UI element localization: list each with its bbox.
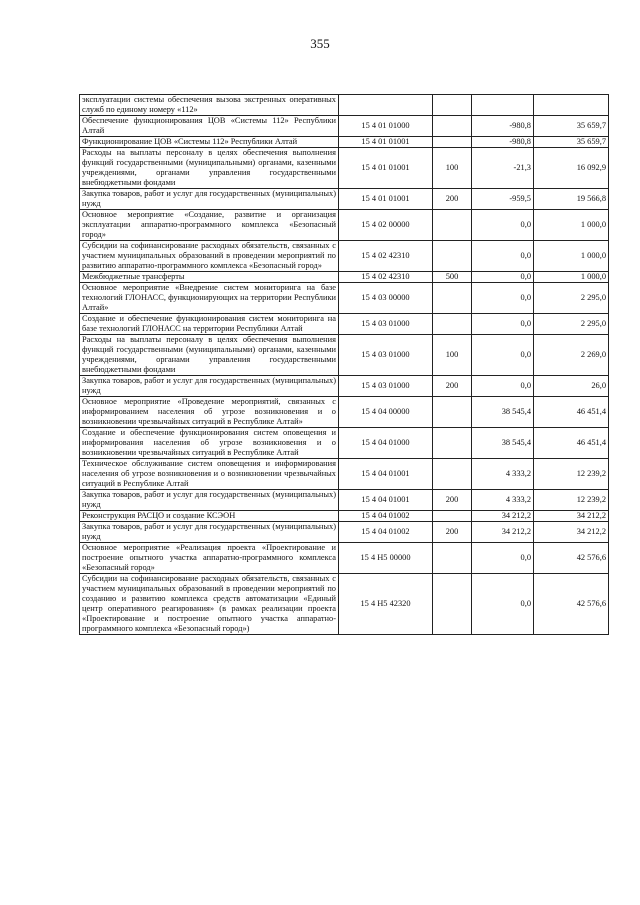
row-code-cell: 15 4 02 00000 (339, 210, 433, 241)
row-code-cell: 15 4 04 01000 (339, 428, 433, 459)
table-row (80, 574, 609, 635)
row-change-amount-cell: -21,3 (472, 148, 534, 189)
row-expense-type-cell (433, 397, 472, 428)
row-code-cell: 15 4 04 01002 (339, 511, 433, 522)
row-expense-type-cell (433, 210, 472, 241)
row-total-amount-cell: 26,0 (534, 376, 609, 397)
table-row (80, 210, 609, 241)
row-total-amount-cell: 1 000,0 (534, 241, 609, 272)
row-name-cell: Основное мероприятие «Создание, развитие и организация эксплуатации аппаратно-программного комплекса «Безопасный город» (80, 210, 339, 241)
row-expense-type-cell (433, 116, 472, 137)
row-code-cell: 15 4 04 01001 (339, 490, 433, 511)
row-total-amount-cell: 2 295,0 (534, 283, 609, 314)
row-expense-type-cell: 100 (433, 148, 472, 189)
row-name-cell: Создание и обеспечение функционирования систем оповещения и информирования населения об угрозе возникновения и о возникновении чрезвычайных ситуаций в Республике Алтай (80, 428, 339, 459)
row-code-cell: 15 4 03 01000 (339, 314, 433, 335)
row-change-amount-cell: -959,5 (472, 189, 534, 210)
table-row (80, 376, 609, 397)
table-row (80, 272, 609, 283)
row-name-cell: Межбюджетные трансферты (80, 272, 339, 283)
row-code-cell: 15 4 03 01000 (339, 376, 433, 397)
row-change-amount-cell: 38 545,4 (472, 428, 534, 459)
row-total-amount-cell: 16 092,9 (534, 148, 609, 189)
row-code-cell: 15 4 01 01001 (339, 189, 433, 210)
row-expense-type-cell (433, 459, 472, 490)
table-row (80, 459, 609, 490)
row-name-cell: Закупка товаров, работ и услуг для государственных (муниципальных) нужд (80, 376, 339, 397)
page-number: 355 (310, 36, 330, 51)
row-name-cell: Функционирование ЦОВ «Системы 112» Республики Алтай (80, 137, 339, 148)
row-total-amount-cell: 46 451,4 (534, 428, 609, 459)
table-row (80, 95, 609, 116)
budget-table-body (80, 95, 609, 635)
row-change-amount-cell: 0,0 (472, 210, 534, 241)
row-code-cell: 15 4 H5 42320 (339, 574, 433, 635)
row-expense-type-cell (433, 543, 472, 574)
table-row (80, 189, 609, 210)
row-name-cell: Закупка товаров, работ и услуг для государственных (муниципальных) нужд (80, 189, 339, 210)
row-change-amount-cell: 34 212,2 (472, 511, 534, 522)
row-name-cell: Закупка товаров, работ и услуг для государственных (муниципальных) нужд (80, 490, 339, 511)
row-name-cell: Создание и обеспечение функционирования систем мониторинга на базе технологий ГЛОНАСС на территории Республики Алтай (80, 314, 339, 335)
row-code-cell (339, 95, 433, 116)
table-row (80, 428, 609, 459)
table-row (80, 241, 609, 272)
row-expense-type-cell (433, 574, 472, 635)
row-expense-type-cell (433, 241, 472, 272)
row-code-cell: 15 4 H5 00000 (339, 543, 433, 574)
row-name-cell: Расходы на выплаты персоналу в целях обеспечения выполнения функций государственными (муниципальными) органами, казенными учреждениями, органами управления государственными внебюджетными фондами (80, 335, 339, 376)
table-row (80, 314, 609, 335)
row-total-amount-cell: 34 212,2 (534, 511, 609, 522)
row-total-amount-cell: 2 295,0 (534, 314, 609, 335)
row-expense-type-cell (433, 428, 472, 459)
row-total-amount-cell: 2 269,0 (534, 335, 609, 376)
table-row (80, 116, 609, 137)
row-total-amount-cell: 42 576,6 (534, 543, 609, 574)
table-row (80, 335, 609, 376)
row-name-cell: эксплуатации системы обеспечения вызова экстренных оперативных служб по единому номеру «112» (80, 95, 339, 116)
row-code-cell: 15 4 01 01001 (339, 148, 433, 189)
row-change-amount-cell: 0,0 (472, 272, 534, 283)
row-total-amount-cell (534, 95, 609, 116)
table-row (80, 543, 609, 574)
row-expense-type-cell (433, 283, 472, 314)
row-change-amount-cell: 4 333,2 (472, 490, 534, 511)
row-expense-type-cell: 200 (433, 189, 472, 210)
row-total-amount-cell: 12 239,2 (534, 459, 609, 490)
table-row (80, 397, 609, 428)
row-expense-type-cell: 200 (433, 376, 472, 397)
row-name-cell: Расходы на выплаты персоналу в целях обеспечения выполнения функций государственными (муниципальными) органами, казенными учреждениями, органами управления государственными внебюджетными фондами (80, 148, 339, 189)
row-total-amount-cell: 35 659,7 (534, 116, 609, 137)
row-expense-type-cell (433, 95, 472, 116)
row-change-amount-cell: 0,0 (472, 574, 534, 635)
row-change-amount-cell: 0,0 (472, 335, 534, 376)
row-code-cell: 15 4 02 42310 (339, 272, 433, 283)
row-name-cell: Субсидии на софинансирование расходных обязательств, связанных с участием муниципальных образований в проведении мероприятий по развитию аппаратно-программного комплекса «Безопасный город» (80, 241, 339, 272)
row-code-cell: 15 4 04 01002 (339, 522, 433, 543)
table-row (80, 283, 609, 314)
row-expense-type-cell (433, 137, 472, 148)
row-total-amount-cell: 34 212,2 (534, 522, 609, 543)
row-name-cell: Основное мероприятие «Реализация проекта «Проектирование и построение опытного участка аппаратно-программного комплекса «Безопасный город» (80, 543, 339, 574)
row-change-amount-cell: 0,0 (472, 241, 534, 272)
row-total-amount-cell: 1 000,0 (534, 210, 609, 241)
row-change-amount-cell: -980,8 (472, 137, 534, 148)
row-change-amount-cell: 0,0 (472, 376, 534, 397)
row-code-cell: 15 4 01 01001 (339, 137, 433, 148)
row-expense-type-cell: 200 (433, 522, 472, 543)
row-expense-type-cell: 500 (433, 272, 472, 283)
row-change-amount-cell: 0,0 (472, 543, 534, 574)
row-total-amount-cell: 19 566,8 (534, 189, 609, 210)
row-code-cell: 15 4 03 01000 (339, 335, 433, 376)
row-change-amount-cell: 0,0 (472, 314, 534, 335)
row-total-amount-cell: 42 576,6 (534, 574, 609, 635)
row-total-amount-cell: 35 659,7 (534, 137, 609, 148)
row-total-amount-cell: 46 451,4 (534, 397, 609, 428)
row-expense-type-cell (433, 314, 472, 335)
budget-table (79, 94, 609, 635)
row-code-cell: 15 4 01 01000 (339, 116, 433, 137)
row-change-amount-cell: 38 545,4 (472, 397, 534, 428)
row-expense-type-cell: 100 (433, 335, 472, 376)
table-row (80, 137, 609, 148)
row-name-cell: Основное мероприятие «Внедрение систем мониторинга на базе технологий ГЛОНАСС, функционирующих на территории Республики Алтай» (80, 283, 339, 314)
row-name-cell: Реконструкция РАСЦО и создание КСЭОН (80, 511, 339, 522)
row-name-cell: Закупка товаров, работ и услуг для государственных (муниципальных) нужд (80, 522, 339, 543)
row-total-amount-cell: 1 000,0 (534, 272, 609, 283)
row-name-cell: Субсидии на софинансирование расходных обязательств, связанных с участием муниципальных образований в проведении мероприятий по созданию и развитию комплекса средств автоматизации «Единый центр оперативного реагирования» (в рамках реализации проекта «Проектирование и построение опытного участка аппаратно-программного комплекса «Безопасный город») (80, 574, 339, 635)
row-name-cell: Обеспечение функционирования ЦОВ «Системы 112» Республики Алтай (80, 116, 339, 137)
row-name-cell: Техническое обслуживание систем оповещения и информирования населения об угрозе возникновения и о возникновении чрезвычайных ситуаций в Республике Алтай (80, 459, 339, 490)
table-row (80, 511, 609, 522)
row-expense-type-cell: 200 (433, 490, 472, 511)
row-change-amount-cell: 4 333,2 (472, 459, 534, 490)
row-expense-type-cell (433, 511, 472, 522)
row-change-amount-cell (472, 95, 534, 116)
row-name-cell: Основное мероприятие «Проведение мероприятий, связанных с информированием населения об угрозе возникновения и о возникновении чрезвычайных ситуаций в Республике Алтай» (80, 397, 339, 428)
row-code-cell: 15 4 02 42310 (339, 241, 433, 272)
row-code-cell: 15 4 03 00000 (339, 283, 433, 314)
table-row (80, 522, 609, 543)
row-code-cell: 15 4 04 01001 (339, 459, 433, 490)
table-row (80, 490, 609, 511)
row-change-amount-cell: 0,0 (472, 283, 534, 314)
row-change-amount-cell: 34 212,2 (472, 522, 534, 543)
row-code-cell: 15 4 04 00000 (339, 397, 433, 428)
table-row (80, 148, 609, 189)
row-total-amount-cell: 12 239,2 (534, 490, 609, 511)
row-change-amount-cell: -980,8 (472, 116, 534, 137)
